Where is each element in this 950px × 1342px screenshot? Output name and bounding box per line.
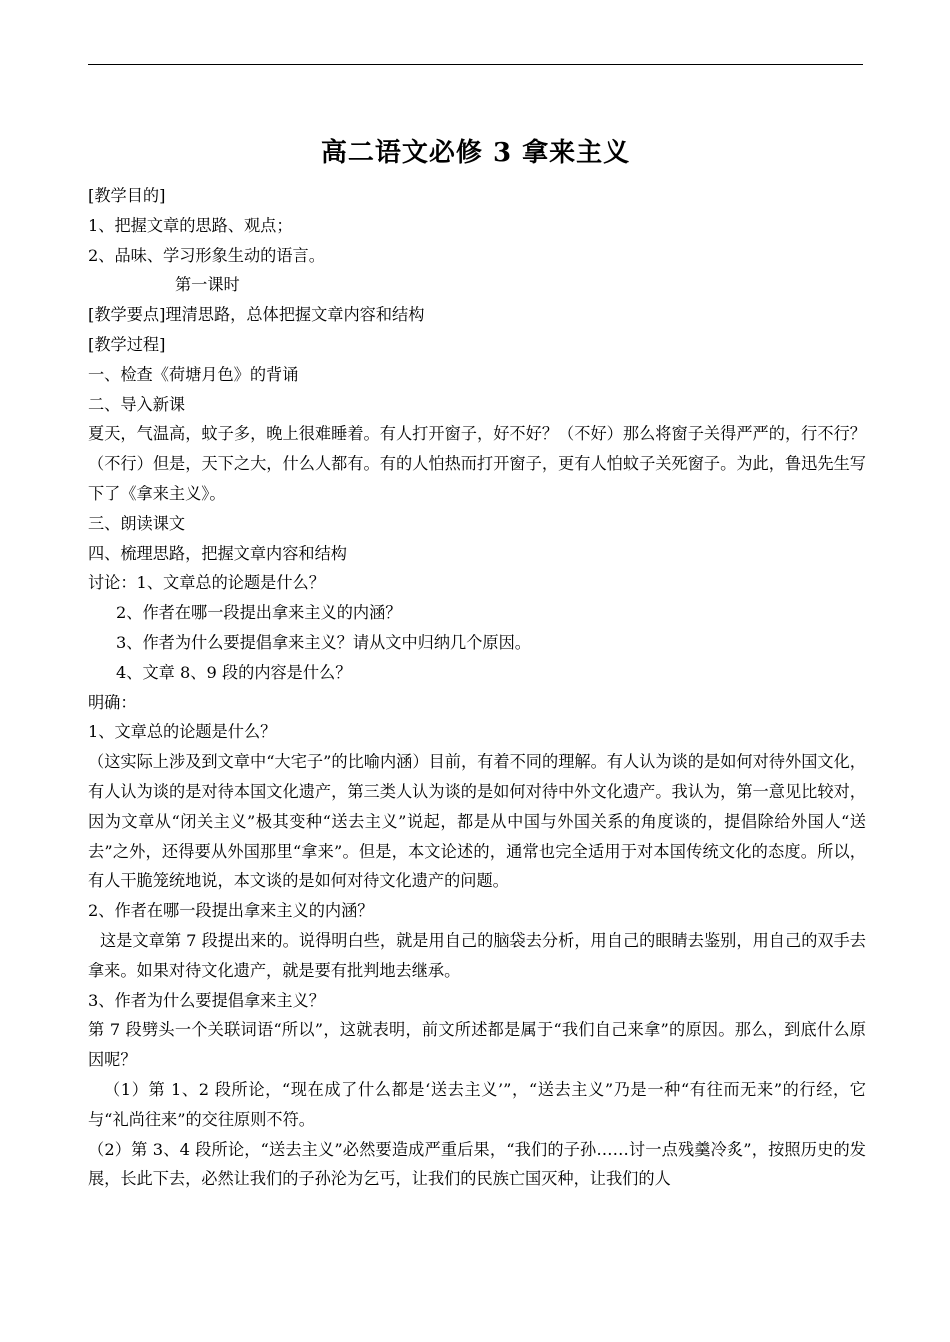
discussion-question-3: 3、作者为什么要提倡拿来主义？请从文中归纳几个原因。 xyxy=(116,632,531,652)
step-2: 二、导入新课 xyxy=(88,394,186,414)
answer-1-paragraph: （这实际上涉及到文章中“大宅子”的比喻内涵）目前，有着不同的理解。有人认为谈的是如何对待外国文化，有人认为谈的是对待本国文化遗产，第三类人认为谈的是如何对待中外文化遗产。我认为，第一意见比较对，因为文章从“闭关主义”极其变种“送去主义”说起，都是从中国与外国关系的角度谈的，提倡除给外国人“送去”之外，还得要从外国那里“拿来”。但是，本文论述的，通常也完全适用于对本国传统文化的态度。所以，有人干脆笼统地说，本文谈的是如何对待文化遗产的问题。 xyxy=(88,752,866,891)
page-title: 高二语文必修 3 拿来主义 xyxy=(320,138,631,168)
teaching-goal-1: 1、把握文章的思路、观点； xyxy=(88,215,293,235)
key-points: [教学要点]理清思路，总体把握文章内容和结构 xyxy=(88,305,425,325)
answer-2-heading: 2、作者在哪一段提出拿来主义的内涵？ xyxy=(88,901,374,921)
teaching-goal-heading: [教学目的] xyxy=(88,186,166,205)
discussion-question-4: 4、文章 8、9 段的内容是什么？ xyxy=(116,662,352,682)
answer-3-reason-2: （2）第 3、4 段所论，“送去主义”必然要造成严重后果，“我们的子孙……讨一点残羹冷炙”，按照历史的发展，长此下去，必然让我们的子孙沦为乞丐，让我们的民族亡国灭种，让我们的人 xyxy=(88,1139,866,1189)
answer-2-paragraph: 这是文章第 7 段提出来的。说得明白些，就是用自己的脑袋去分析，用自己的眼睛去鉴别，用自己的双手去拿来。如果对待文化遗产，就是要有批判地去继承。 xyxy=(88,930,866,980)
answer-3-heading: 3、作者为什么要提倡拿来主义？ xyxy=(88,990,325,1010)
process-heading: [教学过程] xyxy=(88,334,166,354)
answer-3-paragraph: 第 7 段劈头一个关联词语“所以”，这就表明，前文所述都是属于“我们自己来拿”的原因。那么，到底什么原因呢？ xyxy=(88,1020,866,1070)
answer-3-reason-1: （1）第 1、2 段所论，“现在成了什么都是‘送去主义’”，“送去主义”乃是一种“有往而无来”的行经，它与“礼尚往来”的交往原则不符。 xyxy=(88,1079,866,1129)
step-4: 四、梳理思路，把握文章内容和结构 xyxy=(88,543,347,563)
lesson-label: 第一课时 xyxy=(175,275,240,295)
discussion-question-1: 讨论：1、文章总的论题是什么？ xyxy=(88,573,325,593)
step-3: 三、朗读课文 xyxy=(88,513,186,533)
teaching-goal-2: 2、品味、学习形象生动的语言。 xyxy=(88,245,325,265)
header-rule xyxy=(88,64,863,65)
step-1: 一、检查《荷塘月色》的背诵 xyxy=(88,364,299,384)
answer-1-heading: 1、文章总的论题是什么？ xyxy=(88,722,277,742)
clarify-label: 明确： xyxy=(88,692,137,712)
document-body xyxy=(88,181,866,1194)
intro-paragraph: 夏天，气温高，蚊子多，晚上很难睡着。有人打开窗子，好不好？（不好）那么将窗子关得严严的，行不行？（不行）但是，天下之大，什么人都有。有的人怕热而打开窗子，更有人怕蚊子关死窗子。为此，鲁迅先生写下了《拿来主义》。 xyxy=(88,424,866,503)
discussion-question-2: 2、作者在哪一段提出拿来主义的内涵？ xyxy=(116,603,402,623)
